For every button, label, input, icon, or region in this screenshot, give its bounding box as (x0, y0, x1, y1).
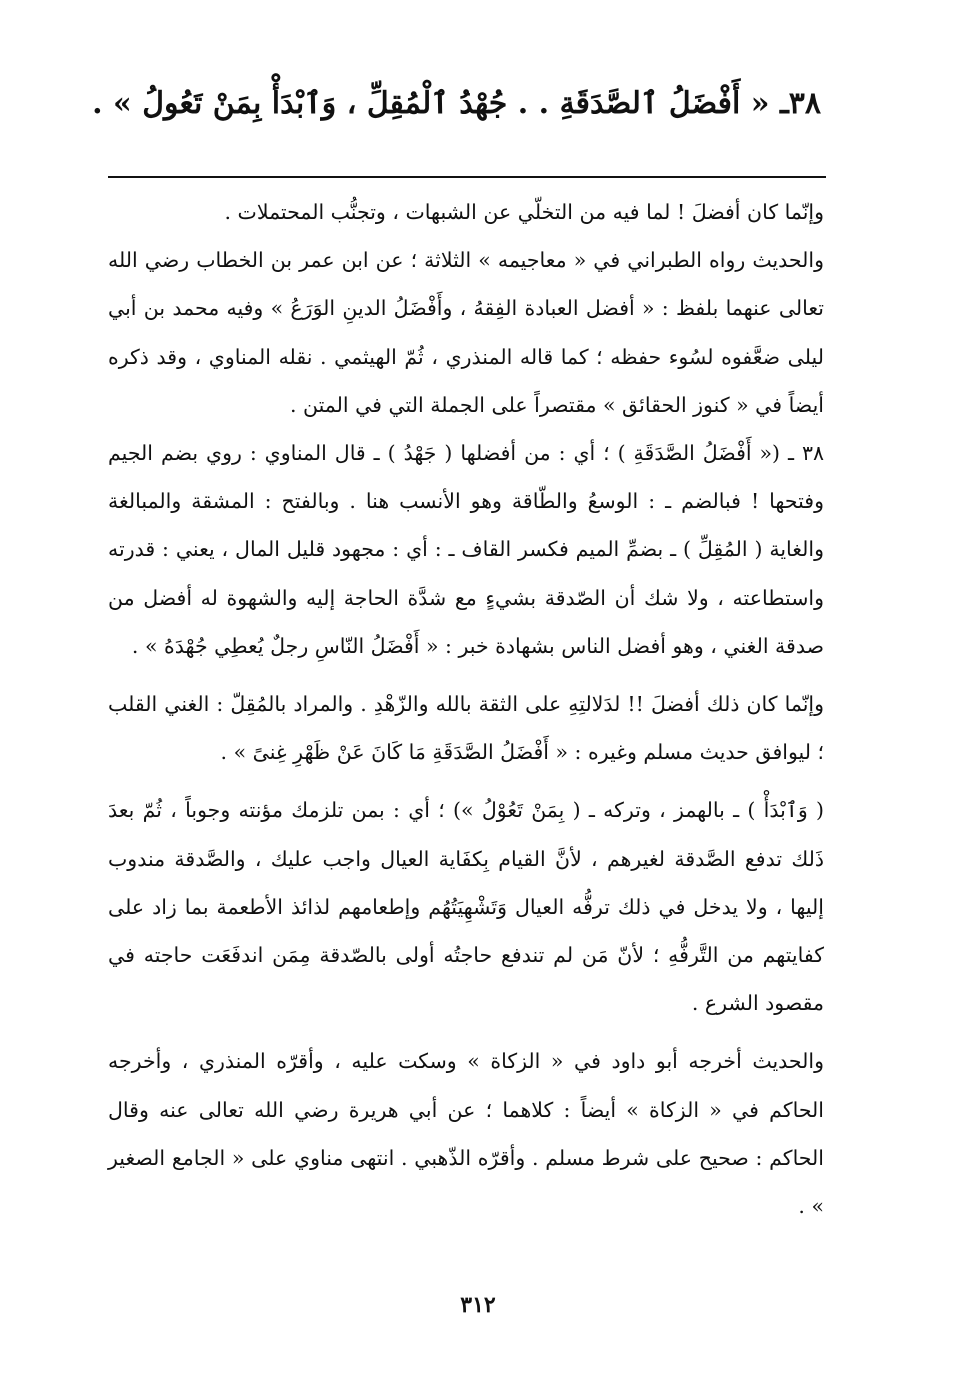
paragraph: والحديث أخرجه أبو داود في « الزكاة » وسكت عليه ، وأقرّه المنذري ، وأخرجه الحاكم في « الزكاة » أيضاً : كلاهما ؛ عن أبي هريرة رضي الله تعالى عنه وقال الحاكم : صحيح على شرط مسلم . وأقرّه الذّهبي . انتهى مناوي على « الجامع الصغير » . (108, 1049, 824, 1219)
paragraph: وإنّما كان ذلك أفضلَ !! لدَلالتِهِ على الثقة بالله والزّهْدِ . والمراد بالمُقِلّ : الغني القلب ؛ ليوافق حديث مسلم وغيره : « أَفْضَلُ الصَّدَقَةِ مَا كَانَ عَنْ ظَهْرِ غِنىً » . (108, 692, 824, 765)
heading-divider (108, 176, 826, 178)
commentary-body (108, 188, 824, 1230)
hadith-heading: ٣٨ـ « أَفْضَلُ ٱلصَّدَقَةِ . . جُهْدُ ٱلْمُقِلِّ ، وَٱبْدَأْ بِمَنْ تَعُولُ » . (92, 86, 821, 121)
paragraph: ( وَٱبْدَأْ ) ـ بالهمز ، وتركه ـ ( بِمَنْ تَعُوْلُ ») ؛ أي : بمن تلزمك مؤنته وجوباً ، ثُمّ بعدَ ذَلك تدفع الصَّدقة لغيرهم ، لأنَّ القيام بِكفَاية العيال واجب عليك ، والصَّدقة مندوب إليها ، ولا يدخل في ذلك ترفُّه العيال وَتَشْهِيَتُهُم وإطعامهم لذائذ الأطعمة بما زاد على كفايتهم من التَّرفُّهِ ؛ لأنّ مَن لم تندفع حاجتُه أولى بالصّدقة مِمَن اندفَعَت حاجته في مقصود الشرع . (108, 798, 824, 1016)
paragraph: وإنّما كان أفضلَ ! لما فيه من التخلّي عن الشبهات ، وتجنُّب المحتملات . (224, 200, 824, 224)
paragraph: والحديث رواه الطبراني في « معاجيمه » الثلاثة ؛ عن ابن عمر بن الخطاب رضي الله تعالى عنهما بلفظ : « أفضل العبادة الفِقهُ ، وأَفْضَلُ الدينِ الوَرَعُ » وفيه محمد بن أبي ليلى ضعَّفوه لسُوء حفظه ؛ كما قاله المنذري ، ثُمّ الهيثمي . نقله المناوي ، وقد ذكره أيضاً في « كنوز الحقائق » مقتصراً على الجملة التي في المتن . (108, 248, 824, 417)
page-number: ٣١٢ (460, 1292, 496, 1318)
paragraph: ٣٨ ـ (« أَفْضَلُ الصَّدَقَةِ ) ؛ أي : من أفضلها ( جَهْدُ ) ـ قال المناوي : روي بضم الجيم وفتحها ! فبالضم ـ : الوسعُ والطّاقة وهو الأنسب هنا . وبالفتح : المشقة والمبالغة والغاية ( المُقِلِّ ) ـ بضمِّ الميم فكسر القاف ـ : أي : مجهود قليل المال ، يعني : قدرته واستطاعته ، ولا شك أن الصّدقة بشيءٍ مع شدَّة الحاجة إليه والشهوة له أفضل من صدقة الغني ، وهو أفضل الناس بشهادة خبر : « أَفْضَلُ النّاسِ رجلٌ يُعطِي جُهْدَهُ » . (108, 441, 824, 658)
